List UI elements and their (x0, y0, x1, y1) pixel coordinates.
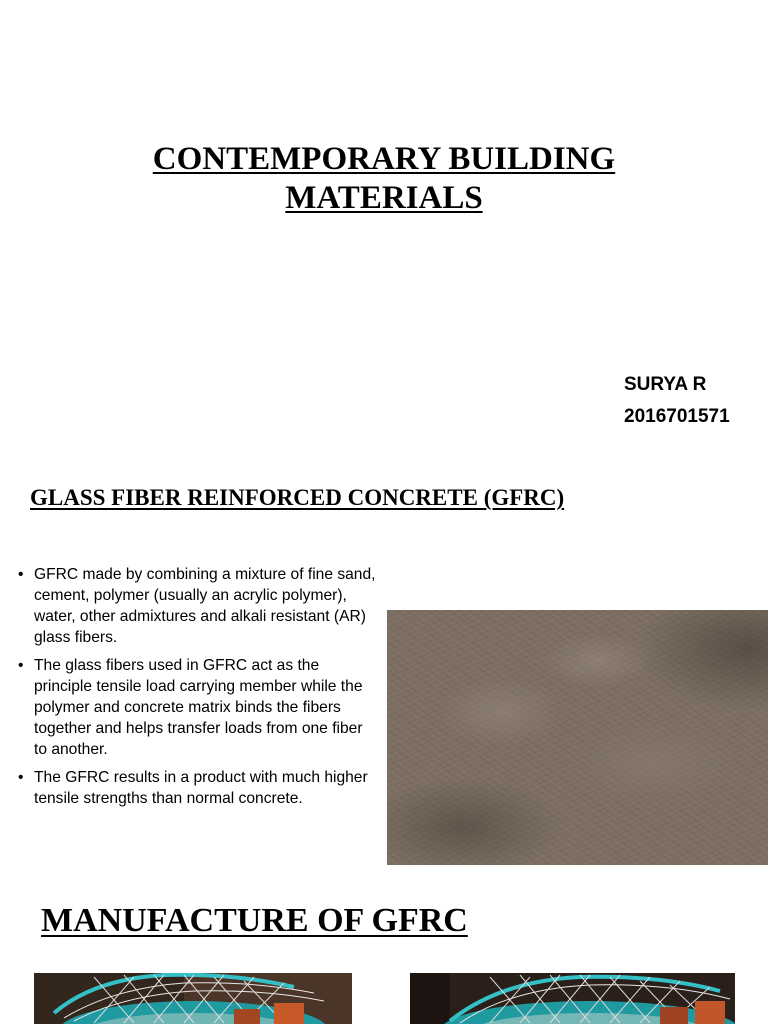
bullet-icon: • (18, 657, 24, 674)
author-name: SURYA R (624, 374, 707, 395)
gfrc-texture-photo (387, 610, 768, 865)
manufacture-photo-left-graphic (34, 973, 352, 1024)
manufacture-photo-left (34, 973, 352, 1024)
bullet-text: GFRC made by combining a mixture of fine sand, cement, polymer (usually an acrylic polymer), water, other admixtures and alkali resistant (AR) glass fibers. (34, 566, 376, 646)
slide2-title: GLASS FIBER REINFORCED CONCRETE (GFRC) (30, 485, 565, 510)
gfrc-bullet-list (18, 564, 378, 816)
author-block (624, 369, 730, 433)
bullet-item (18, 655, 378, 760)
bullet-icon: • (18, 566, 24, 583)
manufacture-photo-right (410, 973, 735, 1024)
manufacture-photo-right-graphic (410, 973, 735, 1024)
slide1-title (84, 140, 684, 218)
bullet-icon: • (18, 769, 24, 786)
slide1-title-text: CONTEMPORARY BUILDING MATERIALS (152, 141, 616, 216)
author-id: 2016701571 (624, 406, 730, 427)
bullet-text: The glass fibers used in GFRC act as the principle tensile load carrying member while the polymer and concrete matrix binds the fibers together and helps transfer loads from one fiber to another. (34, 657, 363, 758)
bullet-text: The GFRC results in a product with much higher tensile strengths than normal concrete. (34, 769, 368, 807)
bullet-item (18, 767, 378, 809)
bullet-item (18, 564, 378, 648)
slide3-title: MANUFACTURE OF GFRC (41, 902, 468, 939)
